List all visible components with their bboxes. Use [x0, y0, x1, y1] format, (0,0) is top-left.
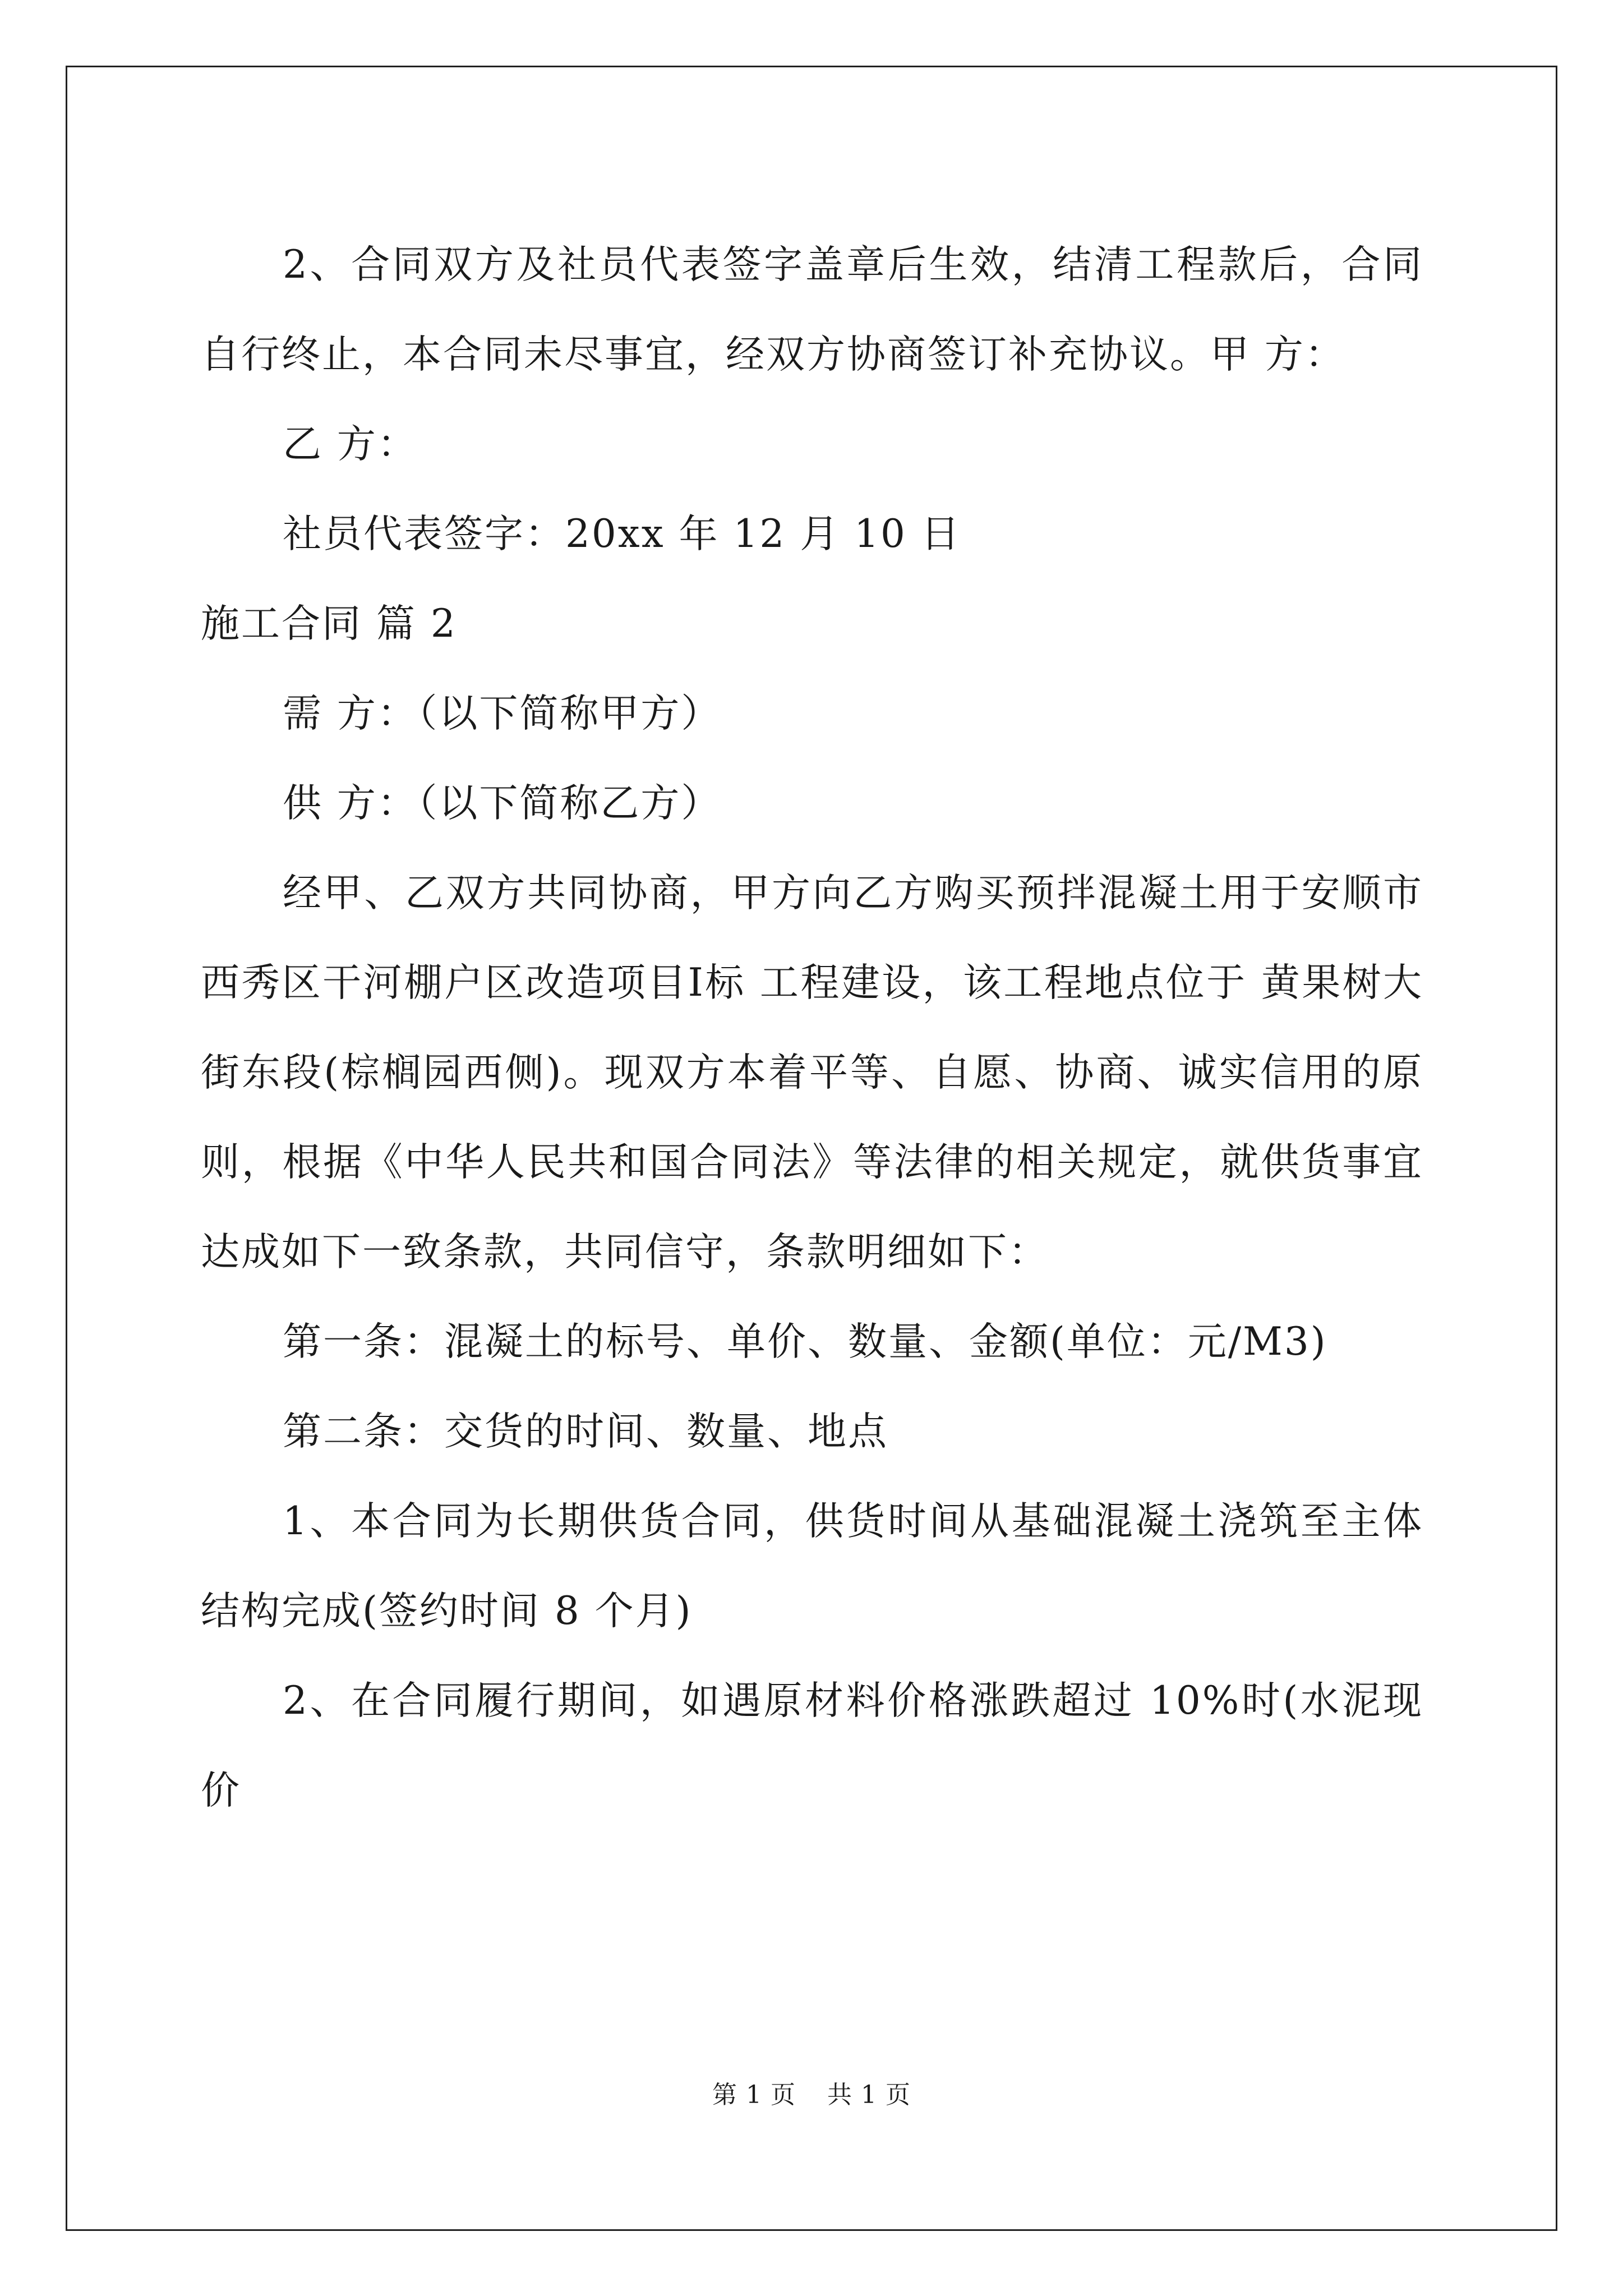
paragraph-preamble: 经甲、乙双方共同协商，甲方向乙方购买预拌混凝土用于安顺市西秀区干河棚户区改造项目Ⅰ标 工程建设，该工程地点位于 黄果树大街东段(棕榈园西侧)。现双方本着平等、自愿、协商、诚实信用的原则，根据《中华人民共和国合同法》等法律的相关规定，就供货事宜达成如下一致条款，共同信守，条款明细如下： [201, 871, 1423, 1274]
paragraph-party-b: 乙 方： [283, 422, 418, 467]
paragraph-effectiveness-clause: 2、合同双方及社员代表签字盖章后生效，结清工程款后，合同自行终止，本合同未尽事宜，经双方协商签订补充协议。甲 方： [201, 242, 1423, 377]
paragraph-article-1: 第一条：混凝土的标号、单价、数量、金额(单位：元/M3) [283, 1319, 1327, 1364]
paragraph-clause-1: 1、本合同为长期供货合同，供货时间从基础混凝土浇筑至主体结构完成(签约时间 8 个月) [201, 1499, 1423, 1634]
paragraph-article-2: 第二条：交货的时间、数量、地点 [283, 1409, 888, 1454]
page-number: 第 1 页 [712, 2081, 796, 2109]
page-total: 共 1 页 [827, 2081, 911, 2109]
document-body [201, 220, 1423, 1835]
paragraph-member-signature: 社员代表签字：20xx 年 12 月 10 日 [283, 512, 961, 556]
paragraph-buyer: 需 方：（以下简称甲方） [283, 691, 722, 736]
paragraph-clause-2: 2、在合同履行期间，如遇原材料价格涨跌超过 10%时(水泥现价 [201, 1678, 1423, 1813]
page-footer [0, 2078, 1623, 2112]
section-heading: 施工合同 篇 2 [201, 601, 457, 646]
paragraph-supplier: 供 方：（以下简称乙方） [283, 781, 722, 826]
